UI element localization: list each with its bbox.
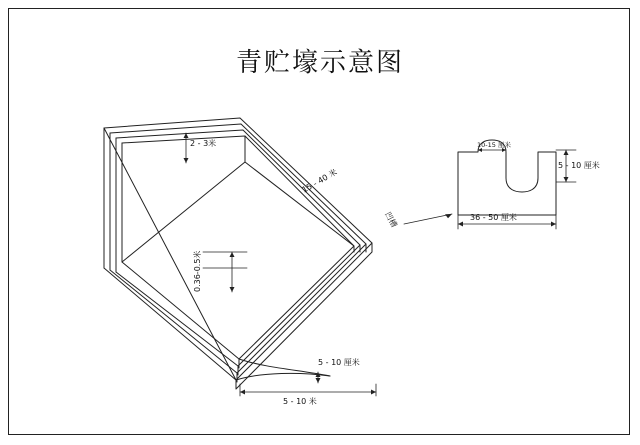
- trench-inner-rim: [122, 136, 354, 359]
- label-length: 15 - 40 米: [300, 167, 339, 195]
- label-detail-top-width: 10-15 厘米: [477, 141, 511, 149]
- label-bottom-height: 5 - 10 厘米: [318, 358, 360, 367]
- trench-outer-rim: [104, 118, 372, 380]
- label-side-depth: 0.36-0.5米: [193, 250, 202, 292]
- label-groove-callout: 凹槽: [383, 210, 399, 229]
- trench-inner-floor: [122, 136, 354, 359]
- label-top-depth: 2 - 3米: [190, 139, 217, 148]
- dim-bottom-width: [240, 384, 376, 396]
- dim-top-depth: [184, 133, 189, 163]
- dim-side-depth: [203, 252, 247, 292]
- label-bottom-width: 5 - 10 米: [283, 397, 317, 406]
- trench-rim-offset-2: [116, 130, 360, 366]
- label-detail-height: 5 - 10 厘米: [558, 161, 600, 170]
- page-title: 青贮壕示意图: [235, 48, 404, 78]
- trench-rim-offset-1: [110, 124, 366, 373]
- label-detail-width: 36 - 50 厘米: [470, 213, 517, 222]
- groove-callout-leader: [404, 214, 452, 224]
- groove-detail-section: [458, 140, 556, 215]
